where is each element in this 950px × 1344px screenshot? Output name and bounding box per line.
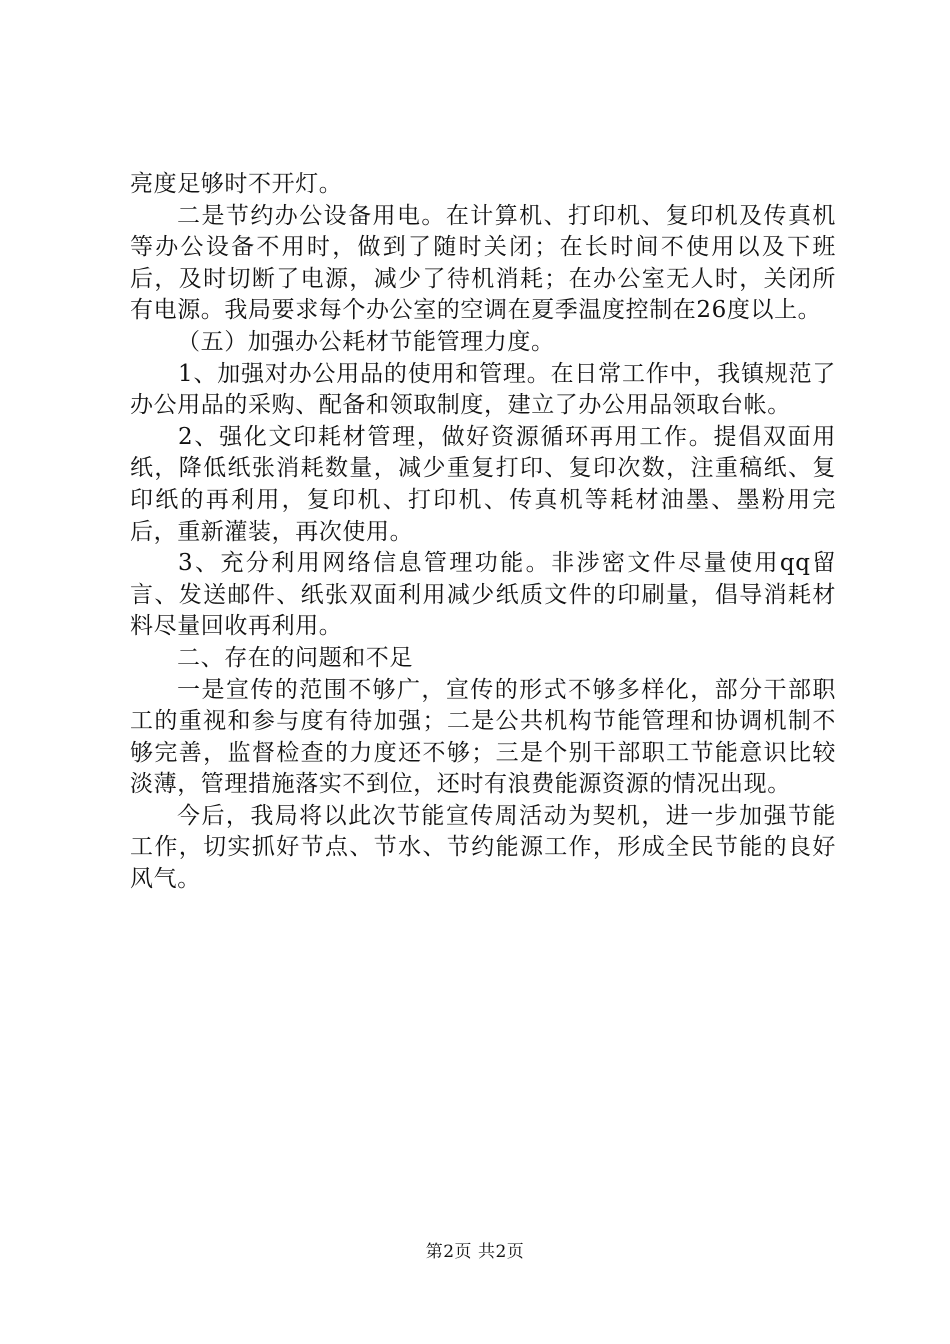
paragraph-problems: 一是宣传的范围不够广，宣传的形式不够多样化，部分干部职工的重视和参与度有待加强；二是公共机构节能管理和协调机制不够完善，监督检查的力度还不够；三是个别干部职工节能意识比较淡薄，管理措施落实不到位，还时有浪费能源资源的情况出现。 <box>130 676 836 798</box>
paragraph-item-1: 1、加强对办公用品的使用和管理。在日常工作中，我镇规范了办公用品的采购、配备和领取制度，建立了办公用品领取台帐。 <box>130 360 836 419</box>
page-number-footer: 第2页 共2页 <box>425 1242 525 1262</box>
paragraph-item-2: 2、强化文印耗材管理，做好资源循环再用工作。提倡双面用纸，降低纸张消耗数量，减少重复打印、复印次数，注重稿纸、复印纸的再利用，复印机、打印机、传真机等耗材油墨、墨粉用完后，重新灌装，再次使用。 <box>130 423 836 545</box>
paragraph-item-3: 3、充分利用网络信息管理功能。非涉密文件尽量使用qq留言、发送邮件、纸张双面利用减少纸质文件的印刷量，倡导消耗材料尽量回收再利用。 <box>130 550 836 640</box>
paragraph-office-equipment: 二是节约办公设备用电。在计算机、打印机、复印机及传真机等办公设备不用时，做到了随时关闭；在长时间不使用以及下班后，及时切断了电源，减少了待机消耗；在办公室无人时，关闭所有电源。我局要求每个办公室的空调在夏季温度控制在26度以上。 <box>130 202 836 324</box>
paragraph-future: 今后，我局将以此次节能宣传周活动为契机，进一步加强节能工作，切实抓好节点、节水、节约能源工作，形成全民节能的良好风气。 <box>130 802 836 893</box>
section-heading-consumables: （五）加强办公耗材节能管理力度。 <box>177 328 555 355</box>
paragraph-continuation: 亮度足够时不开灯。 <box>130 171 343 197</box>
document-body <box>130 169 836 896</box>
section-heading-problems: 二、存在的问题和不足 <box>177 644 413 671</box>
